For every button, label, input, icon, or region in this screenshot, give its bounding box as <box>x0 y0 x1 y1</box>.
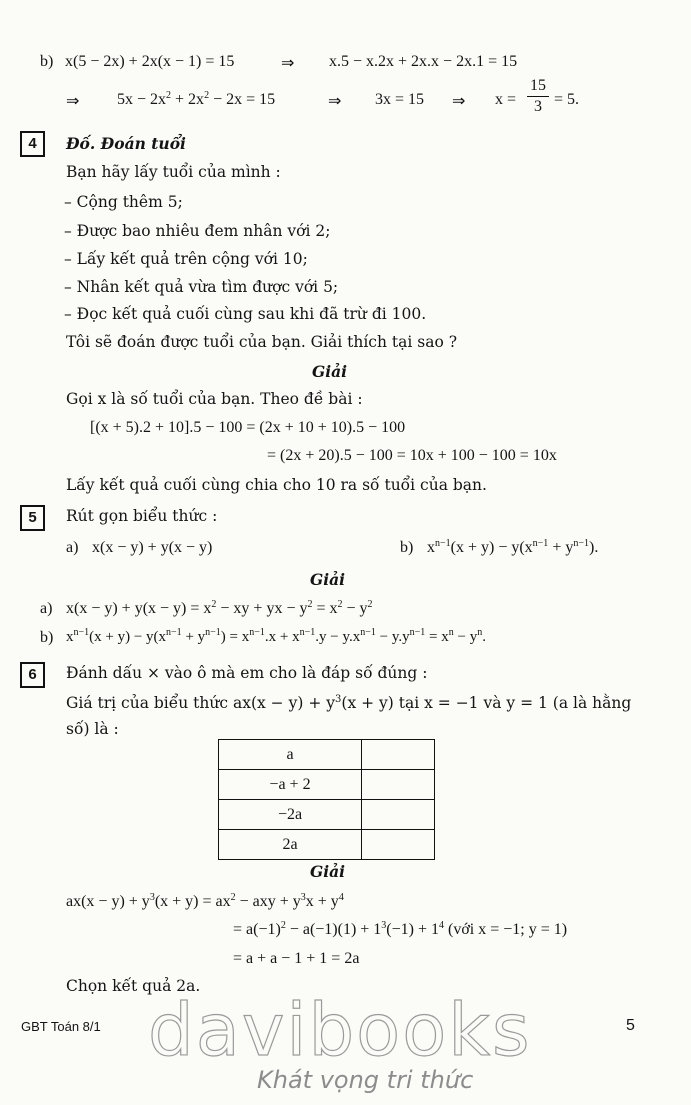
solution-equation-1: [(x + 5).2 + 10].5 − 100 = (2x + 10 + 10).5 − 100 <box>90 419 406 436</box>
table-row <box>219 800 435 830</box>
exercise-4-prompt: Bạn hãy lấy tuổi của mình : <box>66 163 281 181</box>
fraction-numerator: 15 <box>530 77 546 94</box>
solution-b-label: b) <box>40 629 54 646</box>
exercise-5-title: Rút gọn biểu thức : <box>66 507 218 525</box>
option-cell: −2a <box>219 800 362 830</box>
intro-x-equals: x = <box>495 91 517 108</box>
implies-arrow: ⇒ <box>281 55 295 72</box>
solution-heading: Giải <box>312 362 348 381</box>
solution-equation-2: = (2x + 20).5 − 100 = 10x + 100 − 100 = 10x <box>267 447 557 464</box>
option-cell: a <box>219 740 362 770</box>
solution-let: Gọi x là số tuổi của bạn. Theo đề bài : <box>66 390 363 408</box>
intro-line2-result: 3x = 15 <box>375 91 425 108</box>
exercise-5-b-label: b) <box>400 539 414 556</box>
answer-checkbox-cell[interactable] <box>362 740 435 770</box>
solution-a-expression: $x(x - y) + y(x - y) = x^2$ − xy + yx − $y^2 = x^2 - y^2$ <box>66 599 373 617</box>
implies-arrow: ⇒ <box>328 93 342 110</box>
intro-b-equation: x(5 − 2x) + 2x(x − 1) = 15 <box>65 53 235 70</box>
list-item: – Được bao nhiêu đem nhân với 2; <box>64 222 331 240</box>
option-cell: 2a <box>219 830 362 860</box>
fraction <box>527 77 549 116</box>
exercise-5-a-expression: x(x − y) + y(x − y) <box>92 539 213 556</box>
implies-arrow: ⇒ <box>452 93 466 110</box>
watermark-logo: davibooks <box>148 988 532 1072</box>
exercise-5-a-label: a) <box>66 539 79 556</box>
solution-conclusion: Lấy kết quả cuối cùng chia cho 10 ra số tuổi của bạn. <box>66 476 487 494</box>
exercise-4-question: Tôi sẽ đoán được tuổi của bạn. Giải thích tại sao ? <box>66 333 458 351</box>
table-row <box>219 740 435 770</box>
solution-6-choice: Chọn kết quả 2a. <box>66 977 201 995</box>
list-item: – Cộng thêm 5; <box>64 193 183 211</box>
exercise-4-title: Đố. Đoán tuổi <box>66 134 186 153</box>
intro-final-value: = 5. <box>554 91 580 108</box>
solution-6-line1: $ax(x - y) + y^3(x + y) = ax^2$ − axy + $y^3x + y^4$ <box>66 892 344 910</box>
answer-checkbox-cell[interactable] <box>362 800 435 830</box>
exercise-6-text-line2: số) là : <box>66 720 119 738</box>
list-item: – Nhân kết quả vừa tìm được với 5; <box>64 278 339 296</box>
exercise-6-text-line1: Giá trị của biểu thức $ax(x - y) + y^3(x + y)$ tại x = −1 và y = 1 (a là hằng <box>66 694 632 712</box>
answer-checkbox-cell[interactable] <box>362 830 435 860</box>
solution-6-line3: = a + a − 1 + 1 = 2a <box>233 950 360 967</box>
exercise-5-b-expression: $x^{n-1}(x + y) - y(x^{n-1} + y^{n-1})$. <box>427 538 599 556</box>
page-number: 5 <box>626 1017 635 1034</box>
watermark-slogan: Khát vọng tri thức <box>257 1066 474 1094</box>
answer-checkbox-cell[interactable] <box>362 770 435 800</box>
list-item: – Lấy kết quả trên cộng với 10; <box>64 250 308 268</box>
solution-heading: Giải <box>310 570 346 589</box>
exercise-6-title: Đánh dấu × vào ô mà em cho là đáp số đúng : <box>66 664 428 682</box>
list-item: – Đọc kết quả cuối cùng sau khi đã trừ đi 100. <box>64 305 427 323</box>
intro-b-expansion: x.5 − x.2x + 2x.x − 2x.1 = 15 <box>329 53 518 70</box>
fraction-bar <box>527 96 549 97</box>
exercise-number-4: 4 <box>20 131 45 157</box>
implies-arrow: ⇒ <box>66 93 80 110</box>
answer-table <box>218 739 435 860</box>
solution-6-line2: = $a(-1)^2 - a(-1)(1) + 1^3(-1) + 1^4$ (với x = −1; y = 1) <box>233 920 568 938</box>
table-row <box>219 830 435 860</box>
solution-a-label: a) <box>40 600 53 617</box>
exercise-number-5: 5 <box>20 505 45 531</box>
solution-b-expression: $x^{n-1}(x + y) - y(x^{n-1} + y^{n-1}) = x^{n-1}.x + x^{n-1}.y - y.x^{n-1} - y.y^{n-1} = x^n - y^n$. <box>66 627 486 645</box>
table-row <box>219 770 435 800</box>
intro-line2-simplify: $5x - 2x^2 + 2x^2 - 2x = 15$ <box>117 90 276 108</box>
option-cell: −a + 2 <box>219 770 362 800</box>
solution-heading: Giải <box>310 862 346 881</box>
fraction-denominator: 3 <box>534 98 542 115</box>
intro-b-label: b) <box>40 53 54 70</box>
book-label: GBT Toán 8/1 <box>21 1019 101 1034</box>
exercise-number-6: 6 <box>20 662 45 688</box>
